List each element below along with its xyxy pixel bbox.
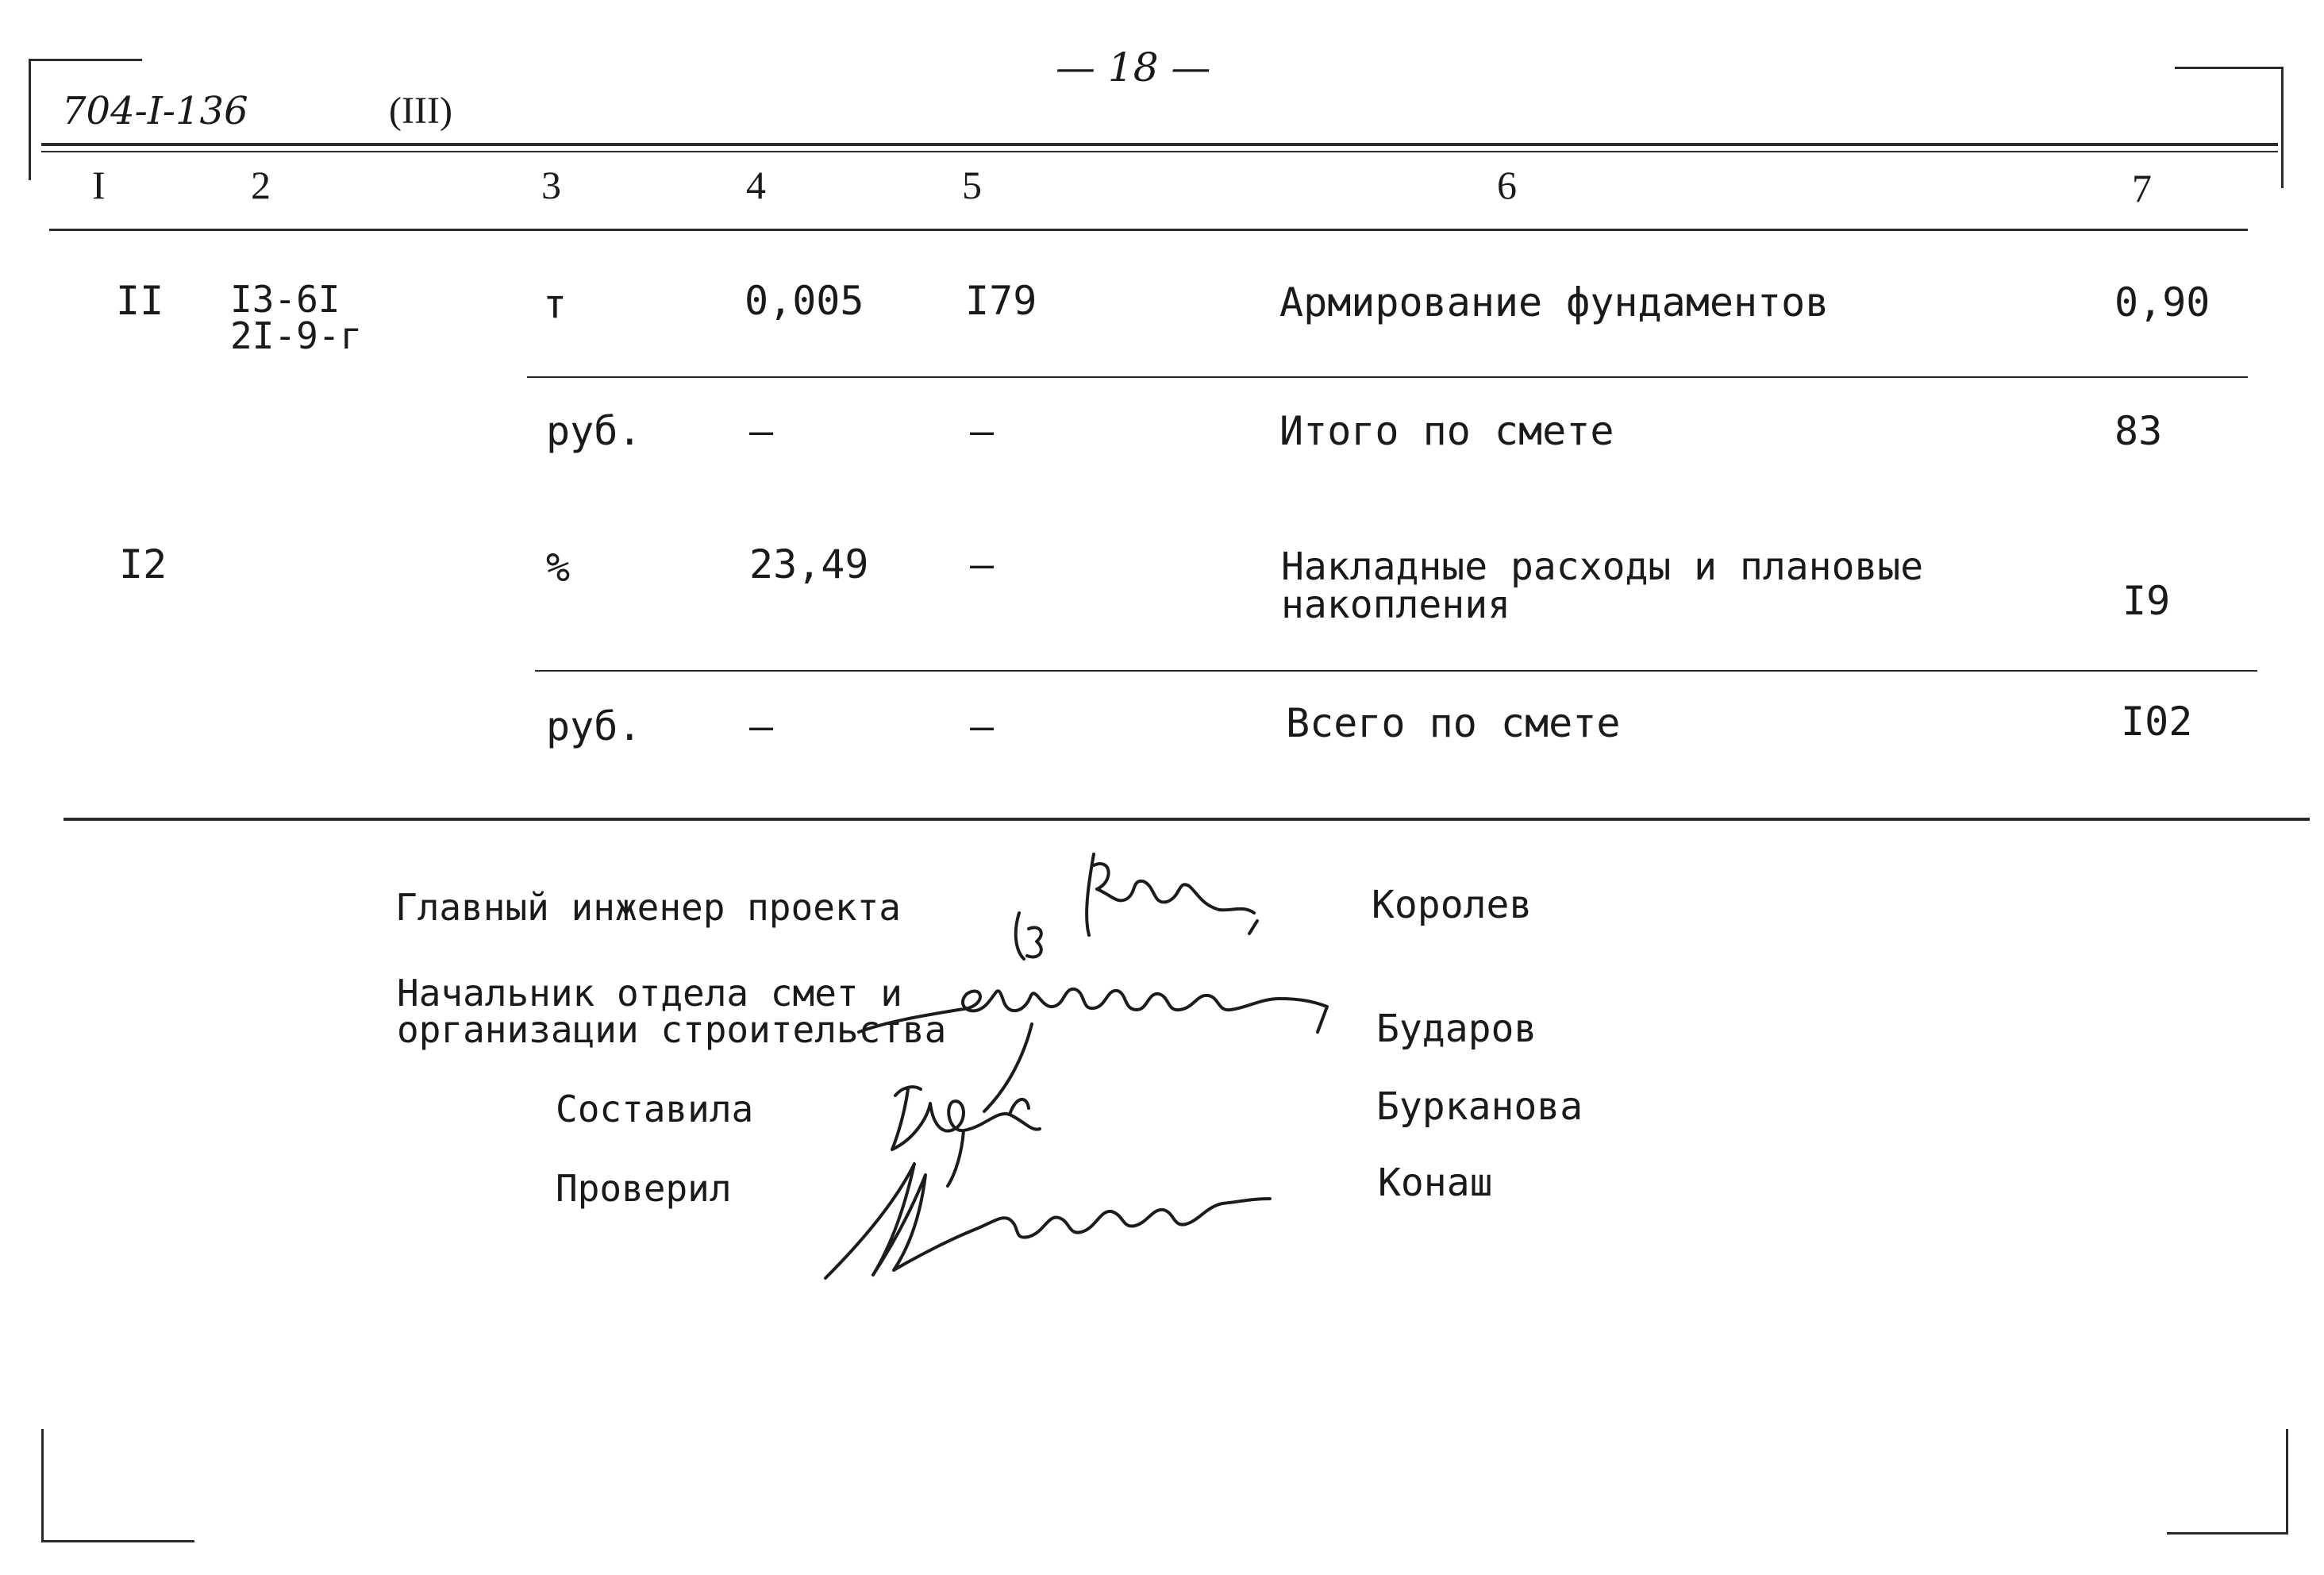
row-unit-price: – [970,703,995,749]
row-unit-price: – [970,541,995,587]
column-number-2: 2 [251,163,271,207]
column-number-5: 5 [962,163,982,207]
row-number: II [116,278,164,324]
column-number-1: I [92,163,106,207]
row-total: 0,90 [2114,279,2210,325]
row-number: I2 [119,541,167,587]
column-number-6: 6 [1497,163,1517,207]
row-total: 83 [2114,408,2163,454]
row-quantity: – [749,703,774,749]
row-description: Итого по смете [1279,408,1614,454]
row-description: Всего по смете [1286,700,1621,746]
document-part: (III) [389,90,452,132]
signature-name: Бударов [1376,1007,1537,1051]
column-number-3: 3 [541,163,561,207]
signature-name: Бурканова [1376,1084,1583,1129]
column-number-7: 7 [2132,166,2152,210]
row-unit-price: I79 [965,278,1037,324]
row-description: Армирование фундаментов [1279,279,1830,325]
row-total: I02 [2121,699,2193,745]
signature-checker [825,1164,1270,1278]
row-unit: руб. [546,408,642,454]
row-description: Накладные расходы и плановые [1281,545,1924,589]
row-total: I9 [2122,578,2171,624]
signature-role: Проверил [556,1167,732,1210]
row-quantity: – [749,408,774,454]
row-unit-price: – [970,408,995,454]
row-unit: т [543,281,568,327]
row-code-line2: 2I-9-г [230,314,363,357]
page-number: — 18 — [1056,44,1211,90]
row-quantity: 0,005 [745,278,864,324]
signature-role-cont: организации строительства [397,1008,947,1051]
column-number-4: 4 [746,163,766,207]
row-code-line1: I3-6I [230,278,341,321]
document-code: 704-I-136 [62,89,248,133]
row-description-cont: накопления [1281,583,1510,627]
signature-name: Королев [1372,883,1533,927]
row-quantity: 23,49 [749,541,869,587]
row-unit: % [546,545,571,591]
signature-role: Составила [556,1088,754,1130]
signature-name: Конаш [1378,1161,1493,1205]
signature-role: Начальник отдела смет и [397,972,902,1015]
signature-chief-engineer [1016,854,1257,959]
signature-role: Главный инженер проекта [395,886,901,929]
signature-department-head [859,989,1327,1111]
row-unit: руб. [546,703,642,749]
